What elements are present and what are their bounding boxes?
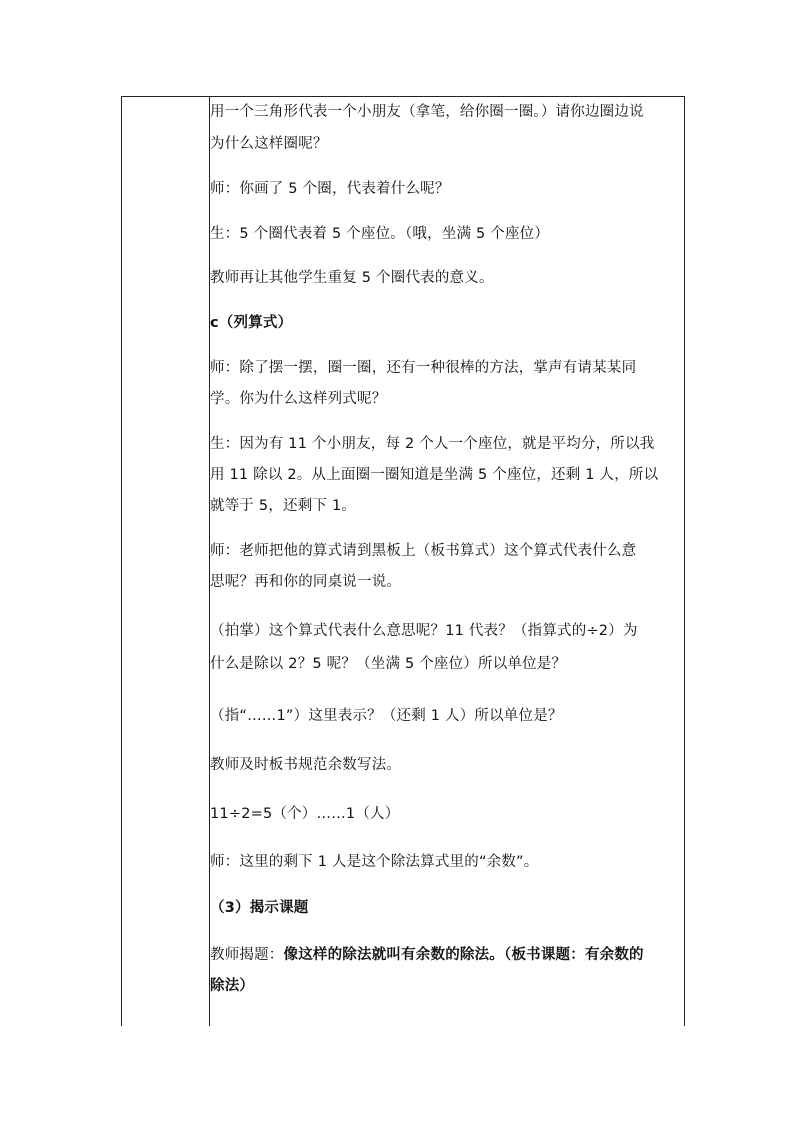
- text-line: （拍掌）这个算式代表什么意思呢？11 代表？（指算式的÷2）为: [210, 623, 638, 639]
- text-line: （指“……1”）这里表示？（还剩 1 人）所以单位是？: [210, 708, 563, 724]
- text-line: 除法）: [210, 978, 255, 994]
- text-line: 就等于 5，还剩下 1。: [210, 498, 357, 514]
- section-heading-c: c（列算式）: [210, 315, 293, 331]
- text-line: 为什么这样圈呢？: [210, 136, 328, 152]
- text-line: 师：老师把他的算式请到黑板上（板书算式）这个算式代表什么意: [210, 543, 637, 559]
- text-line: 学。你为什么这样列式呢？: [210, 391, 387, 407]
- text-line: [210, 941, 682, 970]
- text-line: 教师再让其他学生重复 5 个圈代表的意义。: [210, 270, 494, 286]
- text-line: 师：除了摆一摆，圈一圈，还有一种很棒的方法，掌声有请某某同: [210, 360, 637, 376]
- text-line: 用一个三角形代表一个小朋友（拿笔，给你圈一圈。）请你边圈边说: [210, 104, 644, 120]
- lesson-title-emphasis: 像这样的除法就叫有余数的除法。（板书课题：有余数的: [283, 947, 644, 963]
- text-line: 思呢？再和你的同桌说一说。: [210, 574, 402, 590]
- table-left-border: [121, 96, 122, 1026]
- table-top-border: [121, 96, 685, 97]
- text-line: 师：你画了 5 个圈，代表着什么呢？: [210, 181, 450, 197]
- text-line: 用 11 除以 2。从上面圈一圈知道是坐满 5 个座位，还剩 1 人，所以: [210, 467, 659, 483]
- section-heading-3: （3）揭示课题: [210, 900, 309, 916]
- table-right-border: [684, 96, 685, 1026]
- text-line: 师：这里的剩下 1 人是这个除法算式里的“余数”。: [210, 854, 539, 870]
- text-line: 生：5 个圈代表着 5 个座位。（哦，坐满 5 个座位）: [210, 226, 550, 242]
- text-line: 生：因为有 11 个小朋友，每 2 个人一个座位，就是平均分，所以我: [210, 436, 655, 452]
- text-prefix: 教师揭题：: [210, 947, 284, 963]
- division-formula: 11÷2=5（个）……1（人）: [210, 806, 400, 822]
- text-line: 什么是除以 2？5 呢？（坐满 5 个座位）所以单位是？: [210, 656, 567, 672]
- text-line: 教师及时板书规范余数写法。: [210, 757, 402, 773]
